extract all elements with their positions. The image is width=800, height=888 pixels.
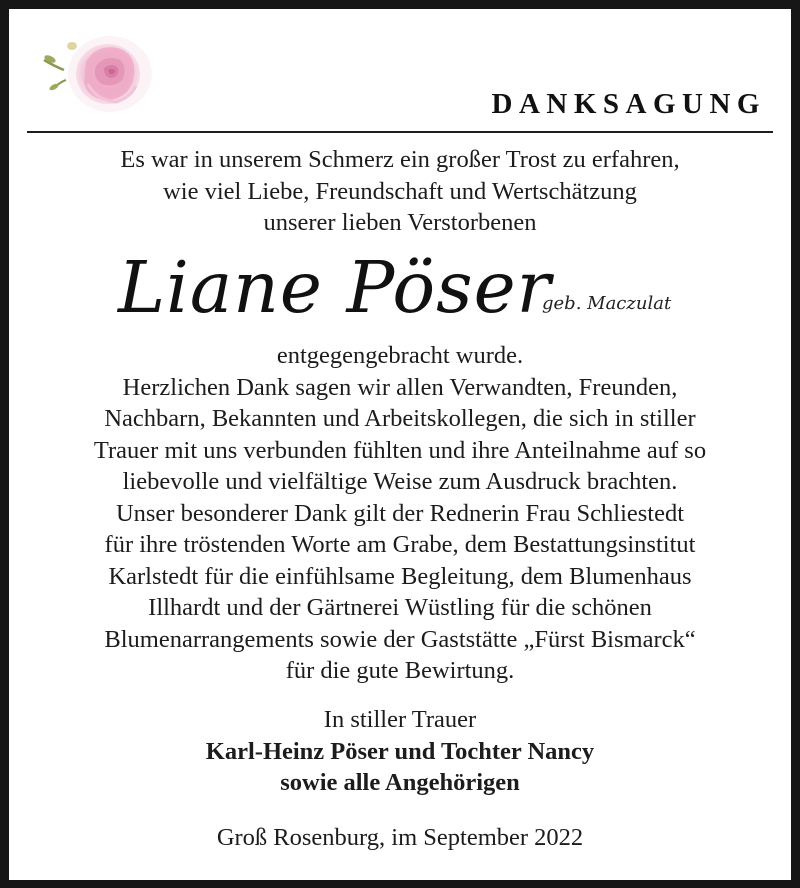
- intro-line: unserer lieben Verstorbenen: [263, 209, 537, 236]
- deceased-name: Liane Pöser: [118, 246, 552, 329]
- deceased-name-row: [0, 246, 800, 330]
- body-line: entgegengebracht wurde.: [276, 342, 524, 369]
- maiden-name: geb. Maczulat: [542, 293, 672, 314]
- body-line: Illhardt und der Gärtnerei Wüstling für die schönen: [148, 594, 652, 621]
- heading-divider: [27, 131, 773, 133]
- family-line: sowie alle Angehörigen: [280, 769, 520, 796]
- signoff-block: [20, 704, 780, 799]
- body-line: liebevolle und vielfältige Weise zum Ausdruck brachten.: [122, 468, 678, 495]
- body-line: Karlstedt für die einfühlsame Begleitung, dem Blumenhaus: [108, 562, 692, 590]
- body-line: Trauer mit uns verbunden fühlten und ihre Anteilnahme auf so: [93, 436, 707, 464]
- intro-line: Es war in unserem Schmerz ein großer Trost zu erfahren,: [120, 146, 680, 173]
- intro-paragraph: [20, 144, 780, 239]
- body-line: für die gute Bewirtung.: [285, 657, 515, 684]
- thanks-paragraph: [20, 340, 780, 687]
- rose-icon: [36, 26, 154, 126]
- place-date: Groß Rosenburg, im September 2022: [216, 824, 584, 851]
- intro-line: wie viel Liebe, Freundschaft und Wertschätzung: [163, 177, 637, 205]
- body-line: Blumenarrangements sowie der Gaststätte „Fürst Bismarck“: [104, 625, 696, 653]
- notice-heading: DANKSAGUNG: [491, 88, 766, 120]
- body-line: Herzlichen Dank sagen wir allen Verwandten, Freunden,: [122, 373, 678, 401]
- family-line: Karl-Heinz Pöser und Tochter Nancy: [205, 737, 595, 765]
- mourning-line: In stiller Trauer: [323, 706, 477, 733]
- body-line: Unser besonderer Dank gilt der Rednerin Frau Schliestedt: [115, 499, 685, 527]
- body-line: Nachbarn, Bekannten und Arbeitskollegen, die sich in stiller: [104, 405, 696, 432]
- body-line: für ihre tröstenden Worte am Grabe, dem Bestattungsinstitut: [104, 531, 696, 558]
